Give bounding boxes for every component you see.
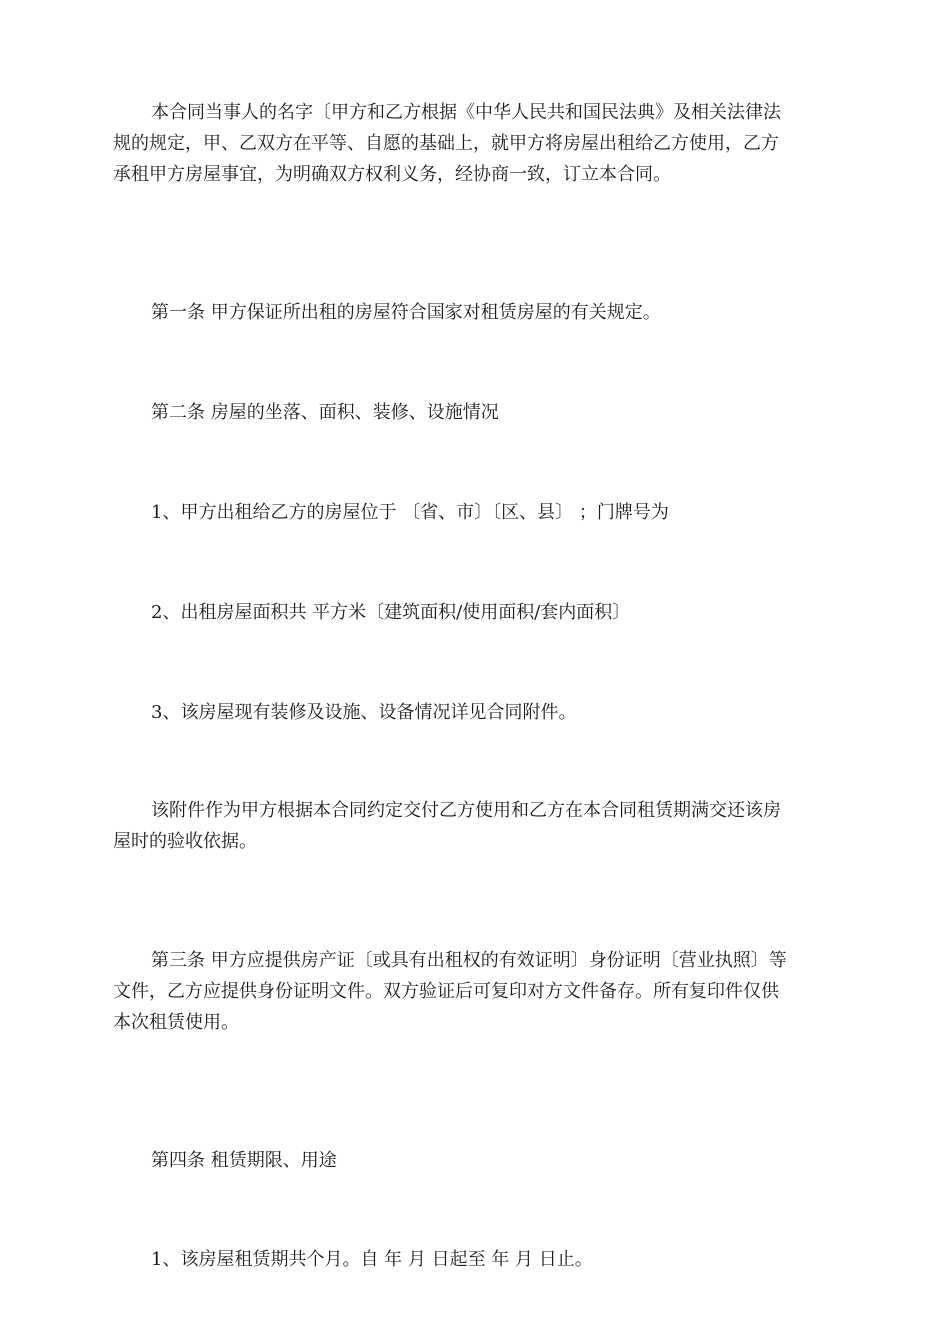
paragraph-line: 屋时的验收依据。 — [113, 831, 257, 852]
paragraph-line: 2、出租房屋面积共 平方米〔建筑面积/使用面积/套内面积〕 — [151, 602, 631, 623]
paragraph-line: 本合同当事人的名字〔甲方和乙方根据《中华人民共和国民法典》及相关法律法 — [151, 102, 781, 123]
paragraph-line: 1、该房屋租赁期共个月。自 年 月 日起至 年 月 日止。 — [151, 1249, 593, 1270]
paragraph-line: 该附件作为甲方根据本合同约定交付乙方使用和乙方在本合同租赁期满交还该房 — [151, 800, 781, 821]
article-2-item-1 — [113, 497, 837, 528]
preamble-paragraph — [113, 97, 837, 190]
article-2-heading — [113, 397, 837, 428]
paragraph-line: 第一条 甲方保证所出租的房屋符合国家对租赁房屋的有关规定。 — [151, 302, 661, 323]
paragraph-line: 第三条 甲方应提供房产证〔或具有出租权的有效证明〕身份证明〔营业执照〕等 — [151, 950, 787, 971]
article-1-paragraph — [113, 297, 837, 328]
paragraph-line: 本次租赁使用。 — [113, 1012, 239, 1033]
article-2-item-2 — [113, 597, 837, 628]
article-4-heading — [113, 1145, 837, 1176]
paragraph-line: 第二条 房屋的坐落、面积、装修、设施情况 — [151, 402, 499, 423]
paragraph-line: 1、甲方出租给乙方的房屋位于 〔省、市〕〔区、县〕 ；门牌号为 — [151, 502, 669, 523]
article-4-item-1 — [113, 1244, 837, 1275]
paragraph-line: 承租甲方房屋事宜，为明确双方权利义务，经协商一致，订立本合同。 — [113, 164, 671, 185]
article-3-paragraph — [113, 945, 837, 1038]
paragraph-line: 文件，乙方应提供身份证明文件。双方验证后可复印对方文件备存。所有复印件仅供 — [113, 981, 779, 1002]
paragraph-line: 规的规定，甲、乙双方在平等、自愿的基础上，就甲方将房屋出租给乙方使用，乙方 — [113, 133, 779, 154]
article-2-item-3 — [113, 697, 837, 728]
attachment-note-paragraph — [113, 795, 837, 857]
paragraph-line: 3、该房屋现有装修及设施、设备情况详见合同附件。 — [151, 702, 577, 723]
paragraph-line: 第四条 租赁期限、用途 — [151, 1150, 337, 1171]
